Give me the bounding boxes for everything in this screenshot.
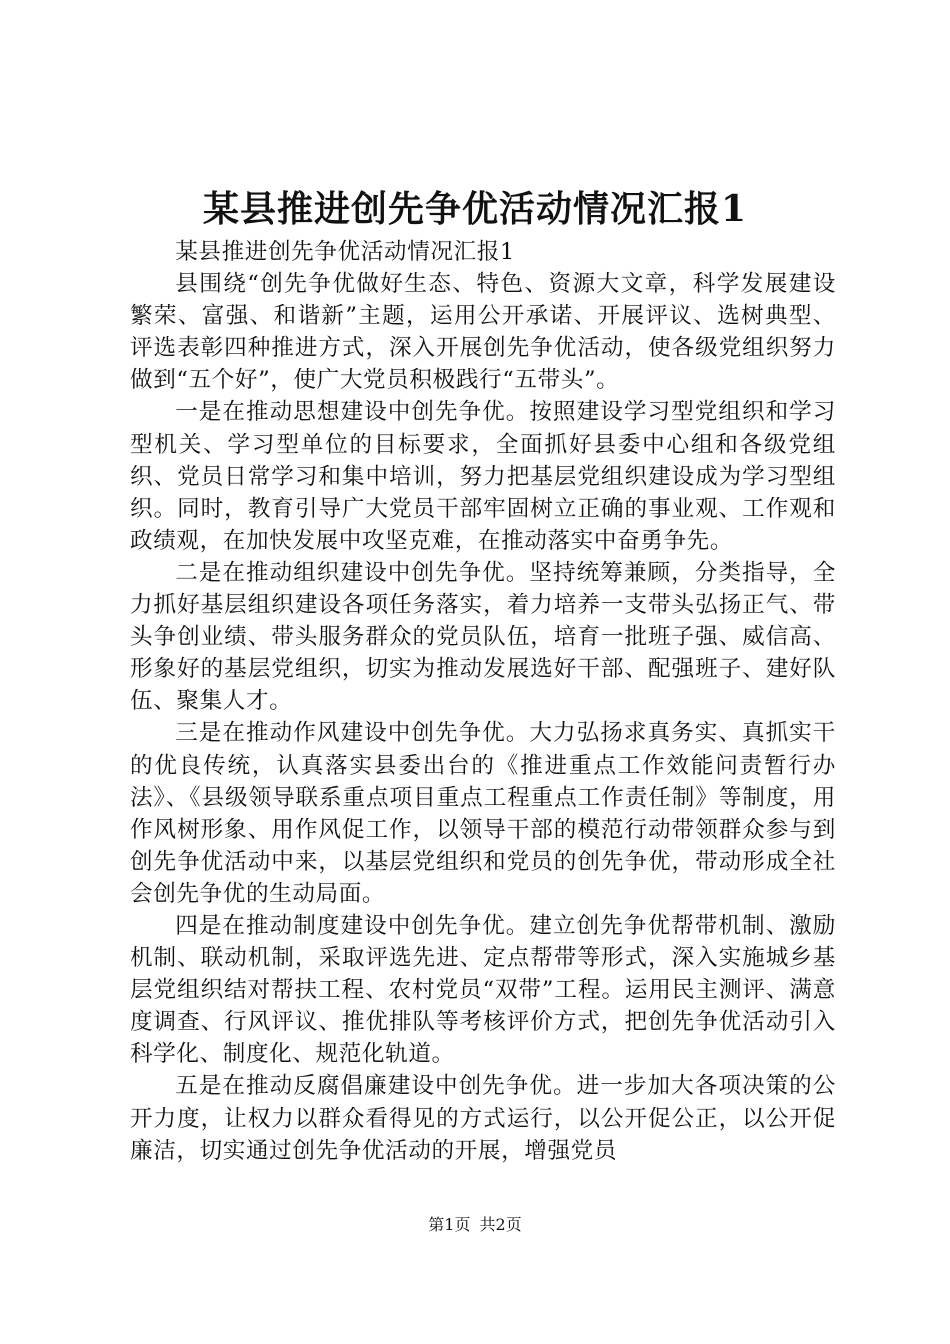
paragraph-point-five: 五是在推动反腐倡廉建设中创先争优。进一步加大各项决策的公开力度，让权力以群众看得见的方式运行，以公开促公正，以公开促廉洁，切实通过创先争优活动的开展，增强党员	[130, 1073, 836, 1164]
paragraph-point-two: 二是在推动组织建设中创先争优。坚持统筹兼顾，分类指导，全力抓好基层组织建设各项任务落实，着力培养一支带头弘扬正气、带头争创业绩、带头服务群众的党员队伍，培育一批班子强、威信高、形象好的基层党组织，切实为推动发展选好干部、配强班子、建好队伍、聚集人才。	[130, 559, 836, 715]
document-title: 某县推进创先争优活动情况汇报1	[202, 188, 748, 230]
page-total: 共2页	[479, 1215, 522, 1234]
paragraph-point-one: 一是在推动思想建设中创先争优。按照建设学习型党组织和学习型机关、学习型单位的目标要求，全面抓好县委中心组和各级党组织、党员日常学习和集中培训，努力把基层党组织建设成为学习型组织。同时，教育引导广大党员干部牢固树立正确的事业观、工作观和政绩观，在加快发展中攻坚克难，在推动落实中奋勇争先。	[130, 399, 836, 554]
paragraph-point-four: 四是在推动制度建设中创先争优。建立创先争优帮带机制、激励机制、联动机制，采取评选先进、定点帮带等形式，深入实施城乡基层党组织结对帮扶工程、农村党员“双带”工程。运用民主测评、满意度调查、行风评议、推优排队等考核评价方式，把创先争优活动引入科学化、制度化、规范化轨道。	[130, 912, 836, 1068]
document-body	[130, 236, 836, 1167]
page-number: 第1页	[428, 1215, 471, 1234]
page-footer	[0, 1213, 950, 1237]
paragraph-intro: 县围绕“创先争优做好生态、特色、资源大文章，科学发展建设繁荣、富强、和谐新”主题，运用公开承诺、开展评议、选树典型、评选表彰四种推进方式，深入开展创先争优活动，使各级党组织努力做到“五个好”，使广大党员积极践行“五带头”。	[130, 271, 836, 394]
paragraph-subtitle: 某县推进创先争优活动情况汇报1	[175, 239, 515, 265]
paragraph-point-three: 三是在推动作风建设中创先争优。大力弘扬求真务实、真抓实干的优良传统，认真落实县委出台的《推进重点工作效能问责暂行办法》、《县级领导联系重点项目重点工程重点工作责任制》等制度，用作风树形象、用作风促工作，以领导干部的模范行动带领群众参与到创先争优活动中来，以基层党组织和党员的创先争优，带动形成全社会创先争优的生动局面。	[130, 720, 836, 907]
